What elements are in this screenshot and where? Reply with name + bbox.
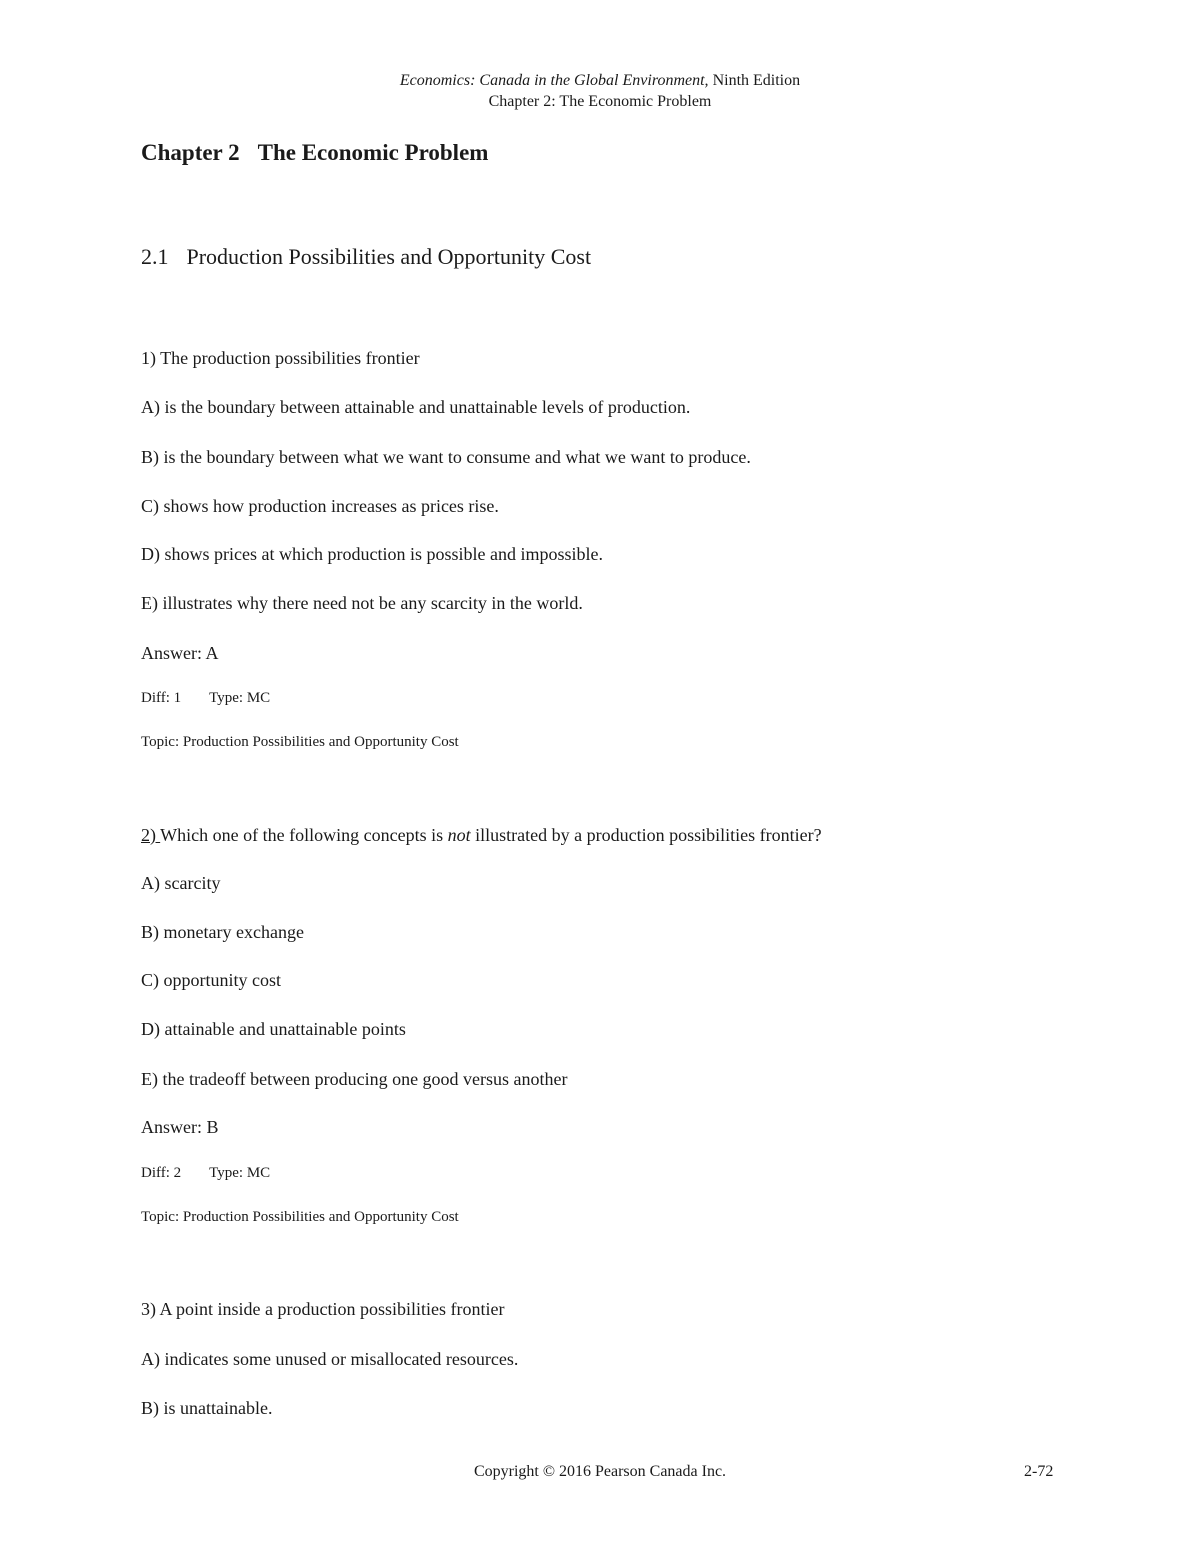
footer-copyright: Copyright © 2016 Pearson Canada Inc. — [473, 1463, 727, 1480]
section-name: Production Possibilities and Opportunity Cost — [186, 244, 592, 269]
question-2-stem — [141, 825, 822, 846]
question-number: 1) — [141, 348, 156, 368]
difficulty: Diff: 2 — [141, 1165, 182, 1181]
question-1-option-e: E) illustrates why there need not be any scarcity in the world. — [141, 593, 583, 613]
question-type: Type: MC — [209, 1165, 271, 1181]
question-2-option-a: A) scarcity — [141, 873, 221, 893]
question-2-topic: Topic: Production Possibilities and Opportunity Cost — [141, 1209, 459, 1225]
question-2-option-e: E) the tradeoff between producing one good versus another — [141, 1069, 568, 1089]
question-text-after: illustrated by a production possibilities frontier? — [470, 825, 822, 845]
question-1-meta — [141, 690, 270, 707]
question-1-option-c: C) shows how production increases as prices rise. — [141, 496, 499, 516]
running-header — [0, 70, 1200, 112]
question-text: A point inside a production possibilities frontier — [156, 1299, 505, 1319]
question-1-topic: Topic: Production Possibilities and Opportunity Cost — [141, 734, 459, 750]
chapter-title — [141, 140, 488, 166]
question-2-option-d: D) attainable and unattainable points — [141, 1019, 406, 1039]
chapter-name: The Economic Problem — [257, 140, 489, 165]
page-number: 2-72 — [1024, 1463, 1054, 1480]
question-2-option-b: B) monetary exchange — [141, 922, 304, 942]
book-title: Economics: Canada in the Global Environment, — [399, 72, 709, 89]
question-1-option-b: B) is the boundary between what we want to consume and what we want to produce. — [141, 447, 751, 467]
question-3-stem — [141, 1299, 504, 1320]
section-title — [141, 244, 591, 270]
edition: Ninth Edition — [708, 72, 801, 89]
chapter-number: Chapter 2 — [141, 140, 240, 165]
header-book-line — [0, 70, 1200, 91]
question-text: The production possibilities frontier — [156, 348, 420, 368]
difficulty: Diff: 1 — [141, 690, 182, 706]
question-text-before: Which one of the following concepts is — [160, 825, 448, 845]
question-1-option-a: A) is the boundary between attainable and unattainable levels of production. — [141, 397, 691, 417]
question-2-option-c: C) opportunity cost — [141, 970, 281, 990]
question-number: 2) — [141, 825, 161, 845]
question-3-option-a: A) indicates some unused or misallocated resources. — [141, 1349, 519, 1369]
question-number: 3) — [141, 1299, 156, 1319]
question-2-answer: Answer: B — [141, 1117, 219, 1137]
question-type: Type: MC — [209, 690, 271, 706]
question-1-answer: Answer: A — [141, 643, 219, 663]
question-1-stem — [141, 348, 420, 369]
question-1-option-d: D) shows prices at which production is possible and impossible. — [141, 544, 603, 564]
question-3-option-b: B) is unattainable. — [141, 1398, 273, 1418]
question-text-emphasis: not — [447, 825, 471, 845]
question-2-meta — [141, 1165, 270, 1182]
header-chapter-line: Chapter 2: The Economic Problem — [488, 93, 712, 110]
section-number: 2.1 — [141, 244, 169, 269]
